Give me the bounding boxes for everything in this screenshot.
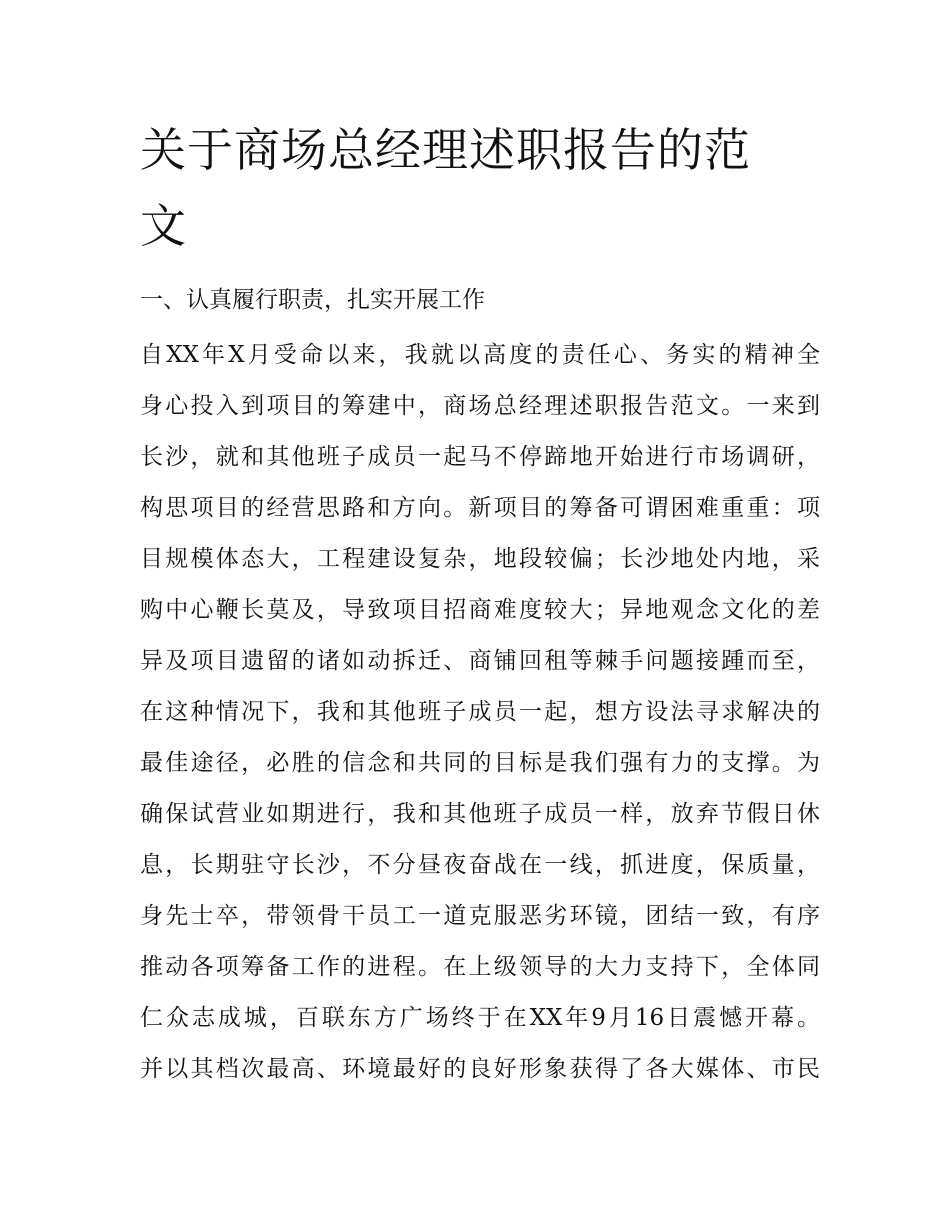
- body-paragraph: [140, 330, 820, 1095]
- document-title: [140, 112, 820, 264]
- paragraph-line: 推动各项筹备工作的进程。在上级领导的大力支持下，全体同: [140, 954, 820, 980]
- paragraph-line: 息，长期驻守长沙，不分昼夜奋战在一线，抓进度，保质量，: [140, 852, 820, 878]
- paragraph-line: 身先士卒，带领骨干员工一道克服恶劣环镜，团结一致，有序: [140, 903, 820, 929]
- paragraph-line: 并以其档次最高、环境最好的良好形象获得了各大媒体、市民: [140, 1056, 820, 1082]
- paragraph-line: 仁众志成城，百联东方广场终于在XX年9月16日震憾开幕。: [140, 1005, 820, 1031]
- paragraph-line: 最佳途径，必胜的信念和共同的目标是我们强有力的支撑。为: [140, 750, 820, 776]
- paragraph-line: 自XX年X月受命以来，我就以高度的责任心、务实的精神全: [140, 342, 820, 368]
- paragraph-line: 构思项目的经营思路和方向。新项目的筹备可谓困难重重：项: [140, 495, 820, 521]
- paragraph-line: 目规模体态大，工程建设复杂，地段较偏；长沙地处内地，采: [140, 546, 820, 572]
- title-line: 关于商场总经理述职报告的范: [140, 123, 751, 177]
- paragraph-line: 身心投入到项目的筹建中，商场总经理述职报告范文。一来到: [140, 393, 820, 419]
- title-line: 文: [140, 199, 187, 253]
- paragraph-line: 购中心鞭长莫及，导致项目招商难度较大；异地观念文化的差: [140, 597, 820, 623]
- paragraph-line: 在这种情况下，我和其他班子成员一起，想方设法寻求解决的: [140, 699, 820, 725]
- paragraph-line: 长沙，就和其他班子成员一起马不停蹄地开始进行市场调研，: [140, 444, 820, 470]
- section-heading: 一、认真履行职责，扎实开展工作: [140, 287, 485, 313]
- paragraph-line: 确保试营业如期进行，我和其他班子成员一样，放弃节假日休: [140, 801, 820, 827]
- paragraph-line: 异及项目遗留的诸如动拆迁、商铺回租等棘手问题接踵而至，: [140, 648, 820, 674]
